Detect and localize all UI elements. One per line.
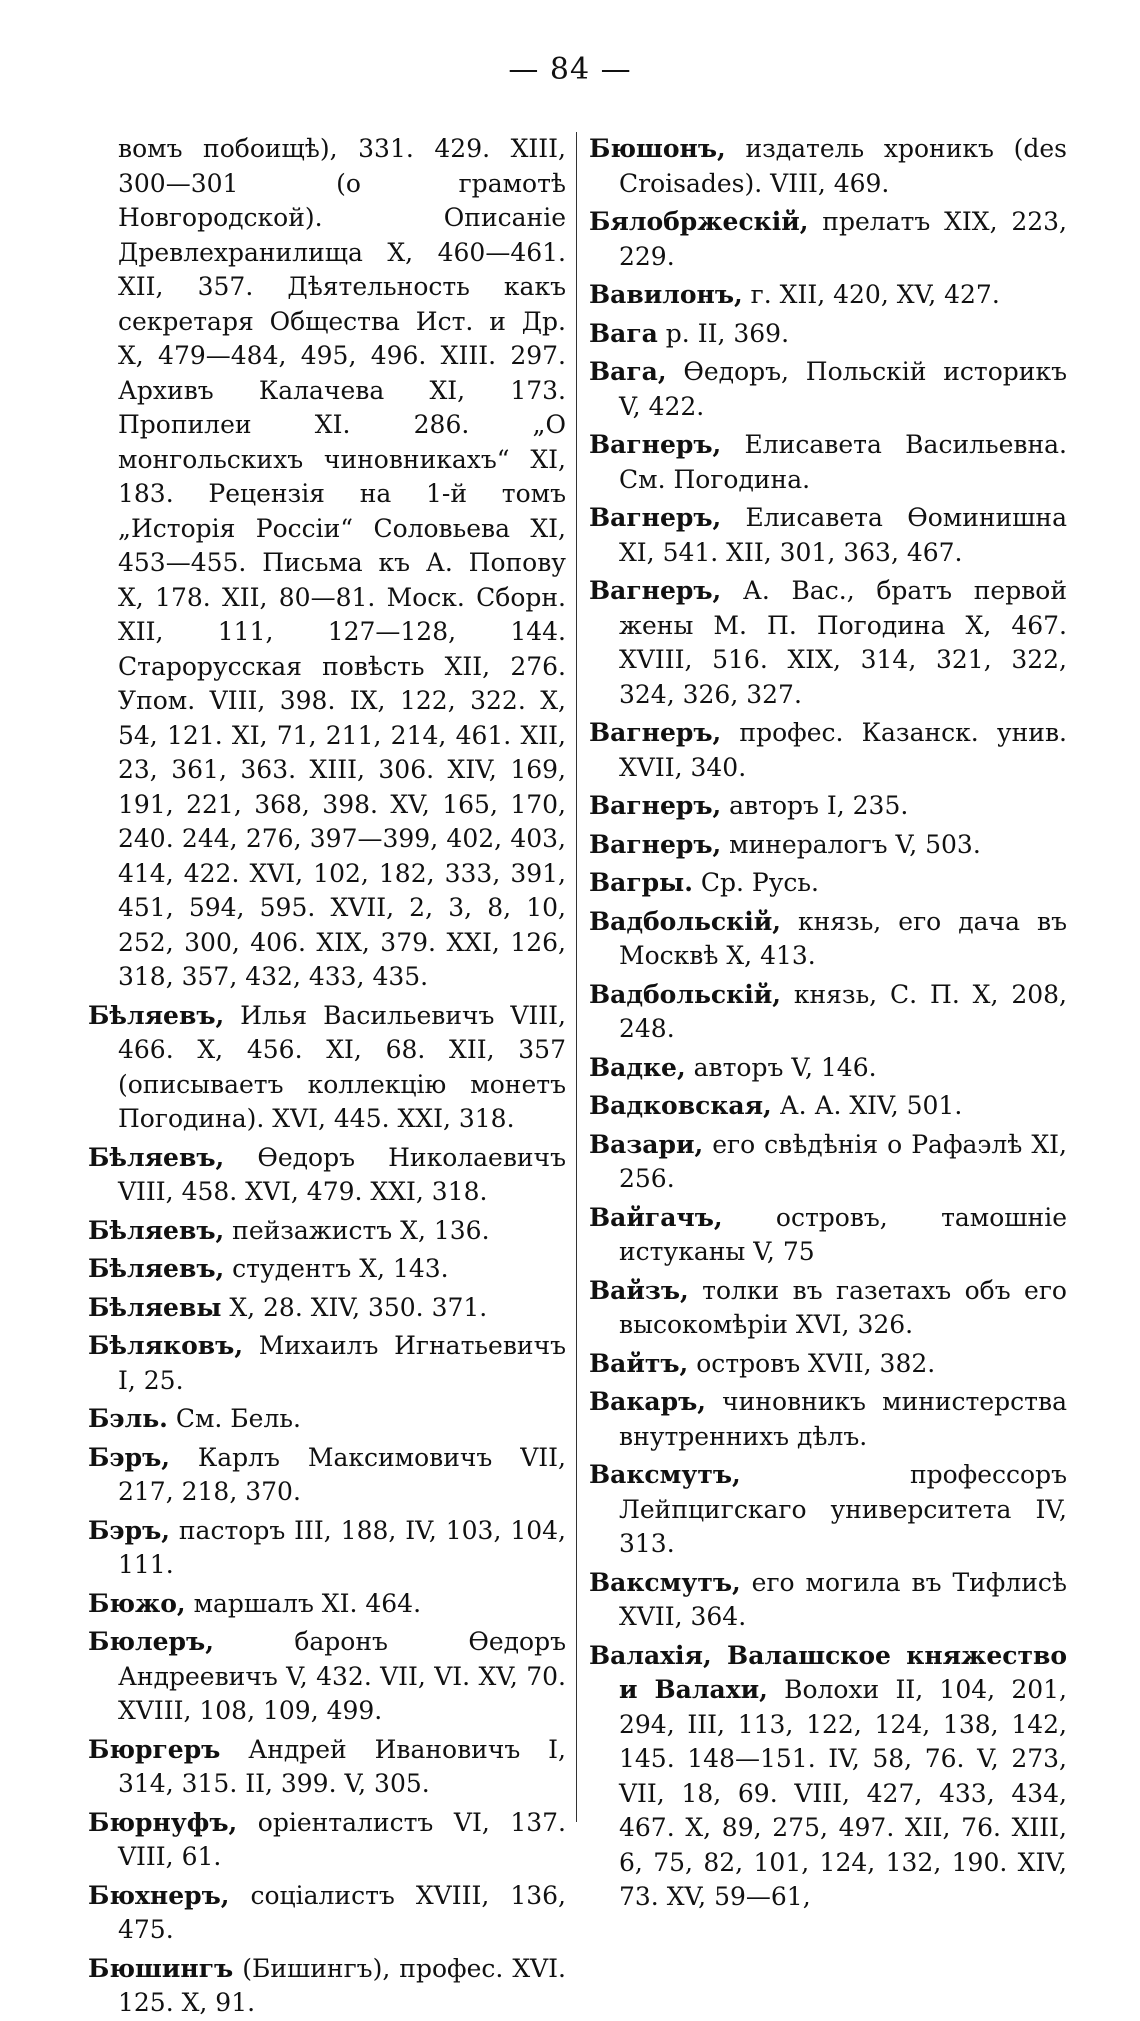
entry-headword: Вагнеръ, — [589, 829, 722, 859]
index-entry — [589, 278, 1067, 313]
page-number: — 84 — — [508, 52, 632, 87]
index-entry — [589, 1639, 1067, 1915]
entry-text: маршалъ XI. 464. — [185, 1588, 422, 1618]
entry-text: баронъ Ѳедоръ Андреевичъ V, 432. VII, VI. XV, 70. XVIII, 108, 109, 499. — [118, 1627, 566, 1725]
entry-text: Карлъ Максимовичъ VII, 217, 218, 370. — [118, 1442, 566, 1506]
entry-headword: Вадбольскій, — [589, 979, 781, 1009]
entry-headword: Вайгачъ, — [589, 1202, 723, 1232]
entry-headword: Вага — [589, 318, 658, 348]
index-entry — [88, 1291, 566, 1326]
entry-headword: Ваксмутъ, — [589, 1460, 741, 1489]
entry-headword: Бюшингъ — [88, 1953, 234, 1983]
entry-text: Ѳедоръ, Польскій историкъ V, 422. — [619, 357, 1067, 421]
entry-text: его свѣдѣнія о Рафаэлѣ XI, 256. — [619, 1129, 1067, 1193]
entry-headword: Бѣляевъ, — [88, 1000, 225, 1030]
entry-text: Илья Васильевичъ VIII, 466. X, 456. XI, 68. XII, 357 (описываетъ коллекцію монетъ Погодина). XVI, 445. XXI, 318. — [118, 1000, 566, 1133]
entry-headword: Бюжо, — [88, 1588, 186, 1618]
entry-text: его могила въ Тифлисѣ XVII, 364. — [619, 1567, 1067, 1631]
entry-text: авторъ V, 146. — [685, 1052, 877, 1082]
entry-headword: Бэль. — [88, 1404, 168, 1433]
entry-text: X, 28. XIV, 350. 371. — [221, 1292, 488, 1322]
entry-text: толки въ газетахъ объ его высокомѣріи XVI, 326. — [619, 1275, 1067, 1339]
index-entry — [589, 205, 1067, 274]
index-entry — [589, 132, 1067, 201]
entry-text: А. А. XIV, 501. — [771, 1091, 963, 1120]
index-entry — [88, 1214, 566, 1249]
entry-text: князь, его дача въ Москвѣ X, 413. — [619, 906, 1067, 970]
entry-text: чиновникъ министерства внутреннихъ дѣлъ. — [619, 1387, 1067, 1451]
entry-text: Ср. Русь. — [692, 868, 819, 897]
right-column — [589, 132, 1067, 1911]
entry-text: издатель хроникъ (des Croisades). VIII, 469. — [619, 134, 1067, 198]
entry-text: Елисавета Васильевна. См. Погодина. — [619, 430, 1067, 494]
index-entry — [589, 1385, 1067, 1454]
index-entry — [589, 716, 1067, 785]
entry-text: минералогъ V, 503. — [721, 829, 981, 859]
entry-headword: Бялобржескій, — [589, 207, 809, 236]
entry-headword: Вагнеръ, — [589, 430, 722, 459]
entry-text: вомъ побоищѣ), 331. 429. XIII, 300—301 (о грамотѣ Новгородской). Описаніе Древлехранилища X, 460—461. XII, 357. Дѣятельность какъ секретаря Общества Ист. и Др. X, 479—484, 495, 496. XIII. 297. Архивъ Калачева XI, 173. Пропилеи XI. 286. „О монгольскихъ чиновникахъ“ XI, 183. Рецензія на 1-й томъ „Исторія Россіи“ Соловьева XI, 453—455. Письма къ А. Попову X, 178. XII, 80—81. Моск. Сборн. XII, 111, 127—128, 144. Старорусская повѣсть XII, 276. Упом. VIII, 398. IX, 122, 322. X, 54, 121. XI, 71, 211, 214, 461. XII, 23, 361, 363. XIII, 306. XIV, 169, 191, 221, 368, 398. XV, 165, 170, 240. 244, 276, 397—399, 402, 403, 414, 422. XVI, 102, 182, 333, 391, 451, 594, 595. XVII, 2, 3, 8, 10, 252, 300, 406. XIX, 379. XXI, 126, 318, 357, 432, 433, 435. — [118, 134, 566, 991]
entry-text: островъ, тамошніе истуканы V, 75 — [619, 1202, 1067, 1266]
entry-headword: Валахія, Валашское княжество и Валахи, — [589, 1640, 1067, 1704]
index-entry — [88, 1806, 566, 1875]
entry-headword: Вавилонъ, — [589, 280, 743, 309]
index-entry — [589, 1051, 1067, 1086]
entry-headword: Бюлеръ, — [88, 1627, 214, 1656]
entry-text: пейзажистъ X, 136. — [224, 1215, 490, 1245]
index-entry — [589, 1347, 1067, 1382]
index-entry — [88, 1441, 566, 1510]
index-entry — [88, 1733, 566, 1802]
entry-text: р. II, 369. — [657, 318, 790, 348]
entry-text: авторъ I, 235. — [721, 791, 909, 820]
index-entry — [589, 905, 1067, 974]
entry-headword: Бюрнуфъ, — [88, 1807, 238, 1837]
entry-text: А. Вас., братъ первой жены М. П. Погодина X, 467. XVIII, 516. XIX, 314, 321, 322, 324, 326, 327. — [619, 576, 1067, 709]
index-entry — [589, 317, 1067, 352]
entry-text: Елисавета Ѳоминишна XI, 541. XII, 301, 363, 467. — [619, 503, 1067, 567]
entry-headword: Вайтъ, — [589, 1348, 689, 1378]
entry-text: г. XII, 420, XV, 427. — [742, 280, 1000, 309]
entry-text: пасторъ III, 188, IV, 103, 104, 111. — [118, 1515, 566, 1579]
entry-text: соціалистъ XVIII, 136, 475. — [118, 1880, 566, 1944]
entry-headword: Вадке, — [589, 1052, 686, 1082]
index-entry — [88, 999, 566, 1137]
entry-headword: Ваксмутъ, — [589, 1567, 741, 1597]
index-entry — [88, 1252, 566, 1287]
index-entry — [589, 1089, 1067, 1124]
entry-headword: Бѣляевъ, — [88, 1215, 225, 1245]
entry-text: Волохи II, 104, 201, 294, III, 113, 122, 124, 138, 142, 145. 148—151. IV, 58, 76. V, 273, VII, 18, 69. VIII, 427, 433, 434, 467. X, 89, 275, 497. XII, 76. XIII, 6, 75, 82, 101, 124, 132, 190. XIV, 73. XV, 59—61, — [619, 1675, 1067, 1911]
entry-text: профессоръ Лейпцигскаго университета IV, 313. — [619, 1460, 1067, 1558]
index-entry — [88, 1141, 566, 1210]
entry-text: Михаилъ Игнатьевичъ I, 25. — [118, 1331, 566, 1395]
entry-headword: Бюхнеръ, — [88, 1880, 230, 1910]
index-entry — [589, 1274, 1067, 1343]
index-entry — [589, 789, 1067, 824]
entry-headword: Вагнеръ, — [589, 503, 722, 532]
index-entry — [589, 1458, 1067, 1562]
entry-headword: Вагры. — [589, 868, 693, 897]
entry-text: (Бишингъ), профес. XVI. 125. X, 91. — [118, 1953, 566, 2017]
entry-headword: Бѣляевы — [88, 1292, 222, 1322]
index-entry — [88, 1402, 566, 1437]
entry-headword: Бэръ, — [88, 1442, 170, 1472]
entry-headword: Вагнеръ, — [589, 718, 722, 747]
index-entry — [88, 132, 566, 995]
entry-headword: Вакаръ, — [589, 1387, 706, 1416]
index-entry — [589, 866, 1067, 901]
index-entry — [589, 428, 1067, 497]
entry-headword: Вадковская, — [589, 1091, 772, 1120]
entry-headword: Бэръ, — [88, 1515, 170, 1545]
entry-text: островъ XVII, 382. — [688, 1348, 936, 1378]
entry-text: студентъ X, 143. — [224, 1254, 449, 1283]
index-entry — [589, 355, 1067, 424]
entry-headword: Вазари, — [589, 1129, 704, 1159]
entry-text: князь, С. П. X, 208, 248. — [619, 979, 1067, 1043]
entry-headword: Бѣляевъ, — [88, 1142, 225, 1172]
index-entry — [88, 1587, 566, 1622]
entry-headword: Вага, — [589, 357, 667, 386]
entry-text: оріенталистъ VI, 137. VIII, 61. — [118, 1807, 566, 1871]
entry-text: См. Бель. — [167, 1404, 301, 1433]
index-entry — [88, 1329, 566, 1398]
entry-headword: Бюшонъ, — [589, 134, 726, 163]
entry-headword: Бѣляковъ, — [88, 1331, 244, 1360]
index-entry — [589, 1201, 1067, 1270]
index-entry — [88, 1879, 566, 1948]
index-entry — [589, 501, 1067, 570]
entry-headword: Бюргеръ — [88, 1734, 221, 1764]
index-entry — [589, 978, 1067, 1047]
index-entry — [88, 1514, 566, 1583]
entry-headword: Вадбольскій, — [589, 906, 781, 936]
entry-text: профес. Казанск. унив. XVII, 340. — [619, 718, 1067, 782]
index-entry — [88, 1625, 566, 1729]
index-entry — [589, 1128, 1067, 1197]
index-entry — [589, 1566, 1067, 1635]
index-entry — [589, 574, 1067, 712]
entry-headword: Вагнеръ, — [589, 791, 722, 820]
index-entry — [589, 828, 1067, 863]
column-divider — [576, 132, 577, 1822]
entry-headword: Бѣляевъ, — [88, 1254, 225, 1283]
index-entry — [88, 1952, 566, 2021]
entry-headword: Вайзъ, — [589, 1275, 689, 1305]
entry-headword: Вагнеръ, — [589, 576, 722, 605]
entry-text: прелатъ XIX, 223, 229. — [619, 207, 1067, 271]
left-column — [88, 132, 566, 2017]
entry-text: Ѳедоръ Николаевичъ VIII, 458. XVI, 479. XXI, 318. — [118, 1142, 566, 1206]
entry-text: Андрей Ивановичъ I, 314, 315. II, 399. V, 305. — [118, 1734, 566, 1798]
